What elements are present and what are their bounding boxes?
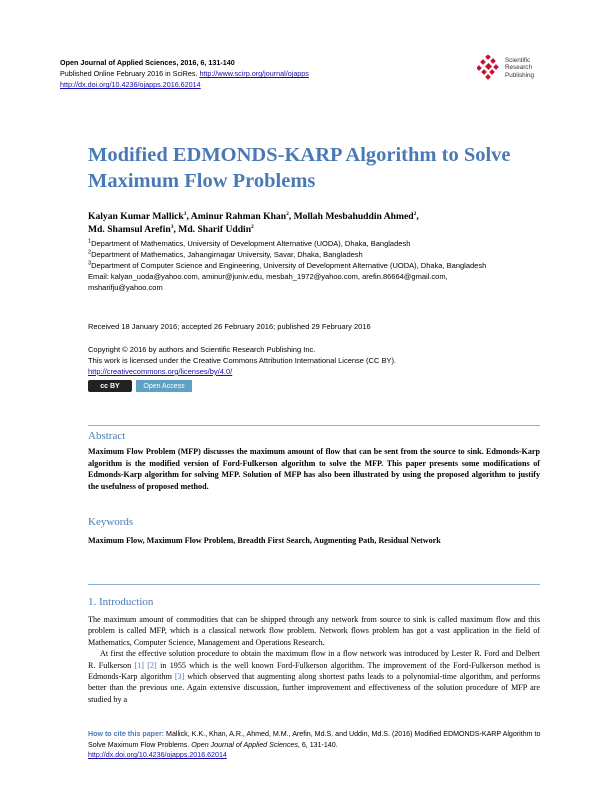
abstract-heading: Abstract [88,430,126,442]
paragraph: At first the effective solution procedure to obtain the maximum flow in a flow network was introduced by Lester R. Ford and Delbert R. Fulkerson [1] [2] in 1955 which is the well known Ford-Fulkerson algorithm. The improvement of the Ford-Fulkerson method is Edmonds-Karp algorithm [3] which observed that augmenting along shortest paths leads to a polynomial-time algorithm, and performs better than the previous one. Again extensive discussion, further improvement and effectiveness of the solution procedure of MFP are studied by a [88,649,540,704]
copyright-block: Copyright © 2016 by authors and Scientific Research Publishing Inc. This work is licensed under the Creative Commons Attribution International License (CC BY). http://creativecommons.org/licenses/by/4.0/ [88,345,397,376]
journal-citation: Open Journal of Applied Sciences, 2016, 6, 131-140 [60,58,235,67]
introduction-body [88,614,540,705]
journal-url-link[interactable]: http://www.scirp.org/journal/ojapps [199,69,309,78]
author: Mollah Mesbahuddin Ahmed$^2$, [293,210,419,222]
doi-link[interactable]: http://dx.doi.org/10.4236/ojapps.2016.62014 [60,80,201,89]
cite-label: How to cite this paper: [88,730,165,738]
reference-link[interactable]: [2] [147,660,157,670]
reference-link[interactable]: [3] [174,672,185,682]
section-divider [88,425,540,426]
open-access-badge[interactable]: Open Access [136,380,192,392]
affiliation: $^2$Department of Mathematics, Jahangirnagar University, Savar, Dhaka, Bangladesh [88,249,363,259]
keywords-text: Maximum Flow, Maximum Flow Problem, Breadth First Search, Augmenting Path, Residual Network [88,536,441,545]
publisher-logo [477,55,557,87]
paragraph: The maximum amount of commodities that can be shipped through any network from source to sink is called maximum flow and this problem is called MFP, which is a classical network flow problem. Network flows problem has got a vast application in the field of Mathematics, Computer Science, Management and Operations Research. [88,615,540,647]
how-to-cite: How to cite this paper: Mallick, K.K., Khan, A.R., Ahmed, M.M., Arefin, Md.S. and Uddin, Md.S. (2016) Modified EDMONDS-KARP Algorithm to Solve Maximum Flow Problems. Open Journal of Applied Sciences, 6, 131-140. http://dx.doi.org/10.4236/ojapps.2016.62014 [88,730,541,760]
author: Aminur Rahman Khan$^2$, [190,210,294,222]
journal-header [60,57,480,90]
affiliation: $^3$Department of Computer Science and Engineering, University of Development Alternative (UODA), Dhaka, Bangladesh [88,260,487,270]
cc-by-badge[interactable]: cc BY [88,380,132,392]
publisher-logo-icon [477,55,503,83]
email-line: Email: kalyan_uoda@yahoo.com, aminur@juniv.edu, mesbah_1972@yahoo.com, arefin.86664@gmail.com, msharifju@yahoo.com [88,272,448,292]
affiliation: $^1$Department of Mathematics, University of Development Alternative (UODA), Dhaka, Bangladesh [88,238,411,248]
published-line: Published Online February 2016 in SciRes. http://www.scirp.org/journal/ojapps [60,69,309,78]
received-dates: Received 18 January 2016; accepted 26 February 2016; published 29 February 2016 [88,322,371,331]
keywords-heading: Keywords [88,516,134,528]
paper-title: Modified EDMONDS-KARP Algorithm to Solve Maximum Flow Problems [88,144,511,192]
introduction-heading: 1. Introduction [88,596,154,608]
author: Md. Sharif Uddin$^2$ [178,223,254,235]
author: Md. Shamsul Arefin$^3$, [88,223,179,235]
section-divider [88,584,540,585]
citation-doi-link[interactable]: http://dx.doi.org/10.4236/ojapps.2016.62014 [88,751,227,760]
affiliations [88,238,518,293]
abstract-text: Maximum Flow Problem (MFP) discusses the maximum amount of flow that can be sent from the source to sink. Edmonds-Karp algorithm is the modified version of Ford-Fulkerson algorithm to solve the MFP. This paper presents some modifications of Edmonds-Karp algorithm for solving MFP. Solution of MFP has also been illustrated by using the proposed algorithm to justify the usefulness of proposed method. [88,447,540,491]
reference-link[interactable]: [1] [134,660,144,670]
author-list [88,210,528,236]
author: Kalyan Kumar Mallick$^1$, [88,210,191,222]
license-link[interactable]: http://creativecommons.org/licenses/by/4.0/ [88,367,233,376]
license-badges [88,380,192,392]
publisher-logo-text: Scientific Research Publishing [505,57,535,79]
